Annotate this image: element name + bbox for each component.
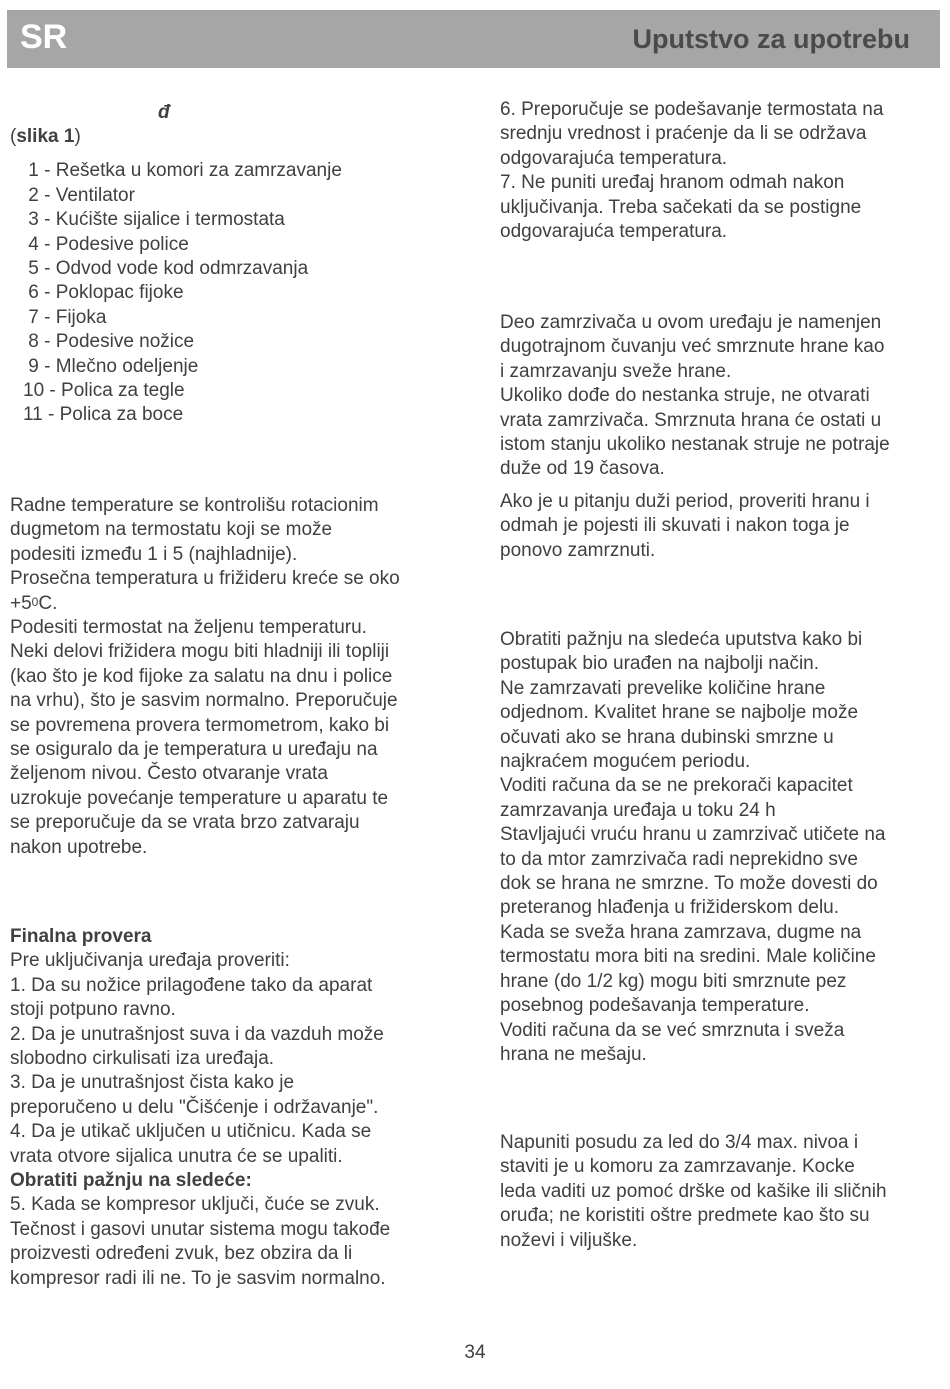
text-line: dugmetom na termostatu koji se može (10, 519, 333, 541)
parts-list-item: 5 - Odvod vode kod odmrzavanja (23, 258, 309, 280)
freezer-section (500, 311, 890, 482)
text-line: staviti je u komoru za zamrzavanje. Kocke (500, 1156, 855, 1178)
text-line: 3. Da je unutrašnjost čista kako je (10, 1072, 295, 1094)
text-line: i zamrzavanju sveže hrane. (500, 360, 732, 382)
right-column (500, 98, 940, 1251)
parts-list-item: 4 - Podesive police (23, 233, 189, 255)
freezing-instructions-section (500, 628, 885, 1067)
text-line: dugotrajnom čuvanju već smrznute hrane kao (500, 336, 885, 358)
text-line: to da mtor zamrzivača radi neprekidno sve (500, 848, 858, 870)
text-line: odgovarajuća temperatura. (500, 221, 728, 243)
text-line: Prosečna temperatura u frižideru kreće se oko (10, 568, 400, 590)
text-line: Napuniti posudu za led do 3/4 max. nivoa i (500, 1132, 859, 1153)
text-line: vrata zamrzivača. Smrznuta hrana će ostati u (500, 409, 882, 431)
text-line: Ukoliko dođe do nestanka struje, ne otvarati (500, 385, 870, 407)
text-line: očuvati ako se hrana dubinski smrzne u (500, 726, 834, 748)
text-line: 2. Da je unutrašnjost suva i da vazduh može (10, 1023, 384, 1045)
parts-list-item: 10 - Polica za tegle (23, 380, 185, 402)
parts-list-item: 8 - Podesive nožice (23, 331, 195, 353)
text-line: Kada se sveža hrana zamrzava, dugme na (500, 921, 862, 943)
text-line: hrane (do 1/2 kg) mogu biti smrznute pez (500, 970, 847, 992)
text-line: uzrokuje povećanje temperature u aparatu te (10, 787, 389, 809)
parts-list-item: 2 - Ventilator (23, 184, 135, 206)
text-line: Neki delovi frižidera mogu biti hladniji ili topliji (10, 641, 390, 663)
parts-list-item: 9 - Mlečno odeljenje (23, 355, 199, 377)
text-line: Stavljajući vruću hranu u zamrzivač utičete na (500, 824, 886, 846)
text-line: najkraćem mogućem periodu. (500, 751, 751, 773)
manual-title: Uputstvo za upotrebu (632, 24, 910, 54)
tips-section (500, 98, 940, 244)
section-heading-fragment: đ (158, 102, 170, 123)
text-line: noževi i viljuške. (500, 1229, 638, 1251)
page-header (7, 10, 940, 68)
text-line: preteranog hlađenja u frižiderskom delu. (500, 897, 840, 919)
text-line: istom stanju ukoliko nestanak struje ne potraje (500, 434, 890, 456)
text-line: 4. Da je utikač uključen u utičnicu. Kada se (10, 1121, 372, 1143)
text-line: Podesiti termostat na željenu temperaturu. (10, 617, 367, 639)
text-line: stoji potpuno ravno. (10, 999, 176, 1021)
text-line: dok se hrana ne smrzne. To može dovesti do (500, 873, 878, 895)
text-line: Ne zamrzavati prevelike količine hrane (500, 677, 826, 699)
text-line: posebnog podešavanja temperature. (500, 995, 810, 1017)
average-temperature-value: $+5^0C$. (10, 592, 58, 614)
power-outage-section (500, 490, 870, 563)
parts-list-item: 6 - Poklopac fijoke (23, 282, 184, 304)
text-line: proizvesti određeni zvuk, bez obzira da li (10, 1243, 353, 1265)
text-line: podesiti između 1 i 5 (najhladnije). (10, 543, 298, 565)
final-check-title: Finalna provera (10, 926, 152, 947)
text-line: Deo zamrzivača u ovom uređaju je namenjen (500, 312, 882, 333)
text-line: željenom nivou. Često otvaranje vrata (10, 763, 328, 785)
text-line: kompresor radi ili ne. To je sasvim normalno. (10, 1267, 386, 1289)
language-code: SR (20, 18, 68, 56)
text-line: odgovarajuća temperatura. (500, 147, 728, 169)
text-line: Radne temperature se kontrolišu rotacionim (10, 495, 379, 516)
text-line: duže od 19 časova. (500, 458, 665, 480)
text-line: Obratiti pažnju na sledeća uputstva kako bi (500, 629, 863, 650)
figure-reference: (slika 1) (10, 126, 81, 147)
page-number: 34 (464, 1342, 486, 1363)
text-line: preporučeno u delu "Čišćenje i održavanje". (10, 1096, 379, 1118)
left-column (10, 98, 460, 1289)
text-line: zamrzavanja uređaja u toku 24 h (500, 799, 776, 821)
parts-list-item: 11 - Polica za boce (23, 404, 184, 426)
text-line: termostatu mora biti na sredini. Male količine (500, 946, 876, 968)
text-line: Tečnost i gasovi unutar sistema mogu takođe (10, 1218, 391, 1240)
ice-cubes-section (500, 1131, 887, 1253)
text-line: slobodno cirkulisati iza uređaja. (10, 1048, 275, 1070)
text-line: se preporučuje da se vrata brzo zatvaraju (10, 812, 360, 834)
final-check-section (10, 925, 390, 1291)
temperature-section (10, 494, 400, 860)
text-line: oruđa; ne koristiti oštre predmete kao što su (500, 1205, 870, 1227)
attention-title: Obratiti pažnju na sledeće: (10, 1170, 252, 1192)
text-line: 1. Da su nožice prilagođene tako da aparat (10, 974, 373, 996)
parts-list (10, 159, 460, 427)
text-line: leda vaditi uz pomoć drške od kašike ili sličnih (500, 1180, 887, 1202)
text-line: hrana ne mešaju. (500, 1043, 647, 1065)
text-line: na vrhu), što je sasvim normalno. Preporučuje (10, 690, 398, 712)
text-line: Ako je u pitanju duži period, proveriti hranu i (500, 491, 870, 512)
text-line: vrata otvore sijalica unutra će se upaliti. (10, 1145, 343, 1167)
text-line: Voditi računa da se ne prekorači kapacitet (500, 775, 853, 797)
parts-list-item: 7 - Fijoka (23, 306, 107, 328)
text-line: uključivanja. Treba sačekati da se postigne (500, 196, 862, 218)
text-line: odjednom. Kvalitet hrane se najbolje može (500, 702, 859, 724)
text-line: ponovo zamrznuti. (500, 539, 656, 561)
text-line: 5. Kada se kompresor uključi, čuće se zvuk. (10, 1194, 380, 1216)
text-line: Voditi računa da se već smrznuta i sveža (500, 1019, 845, 1041)
text-line: odmah je pojesti ili skuvati i nakon toga je (500, 515, 850, 537)
text-line: (kao što je kod fijoke za salatu na dnu i police (10, 665, 393, 687)
parts-list-item: 3 - Kućište sijalice i termostata (23, 209, 285, 231)
text-line: srednju vrednost i praćenje da li se održava (500, 123, 867, 145)
text-line: 7. Ne puniti uređaj hranom odmah nakon (500, 172, 845, 194)
parts-list-item: 1 - Rešetka u komori za zamrzavanje (23, 160, 342, 182)
text-line: Pre uključivanja uređaja proveriti: (10, 950, 290, 972)
text-line: postupak bio urađen na najbolji način. (500, 653, 820, 675)
text-line: se povremena provera termometrom, kako bi (10, 714, 390, 736)
text-line: se osiguralo da je temperatura u uređaju na (10, 739, 378, 761)
text-line: nakon upotrebe. (10, 836, 148, 858)
text-line: 6. Preporučuje se podešavanje termostata na (500, 99, 884, 120)
